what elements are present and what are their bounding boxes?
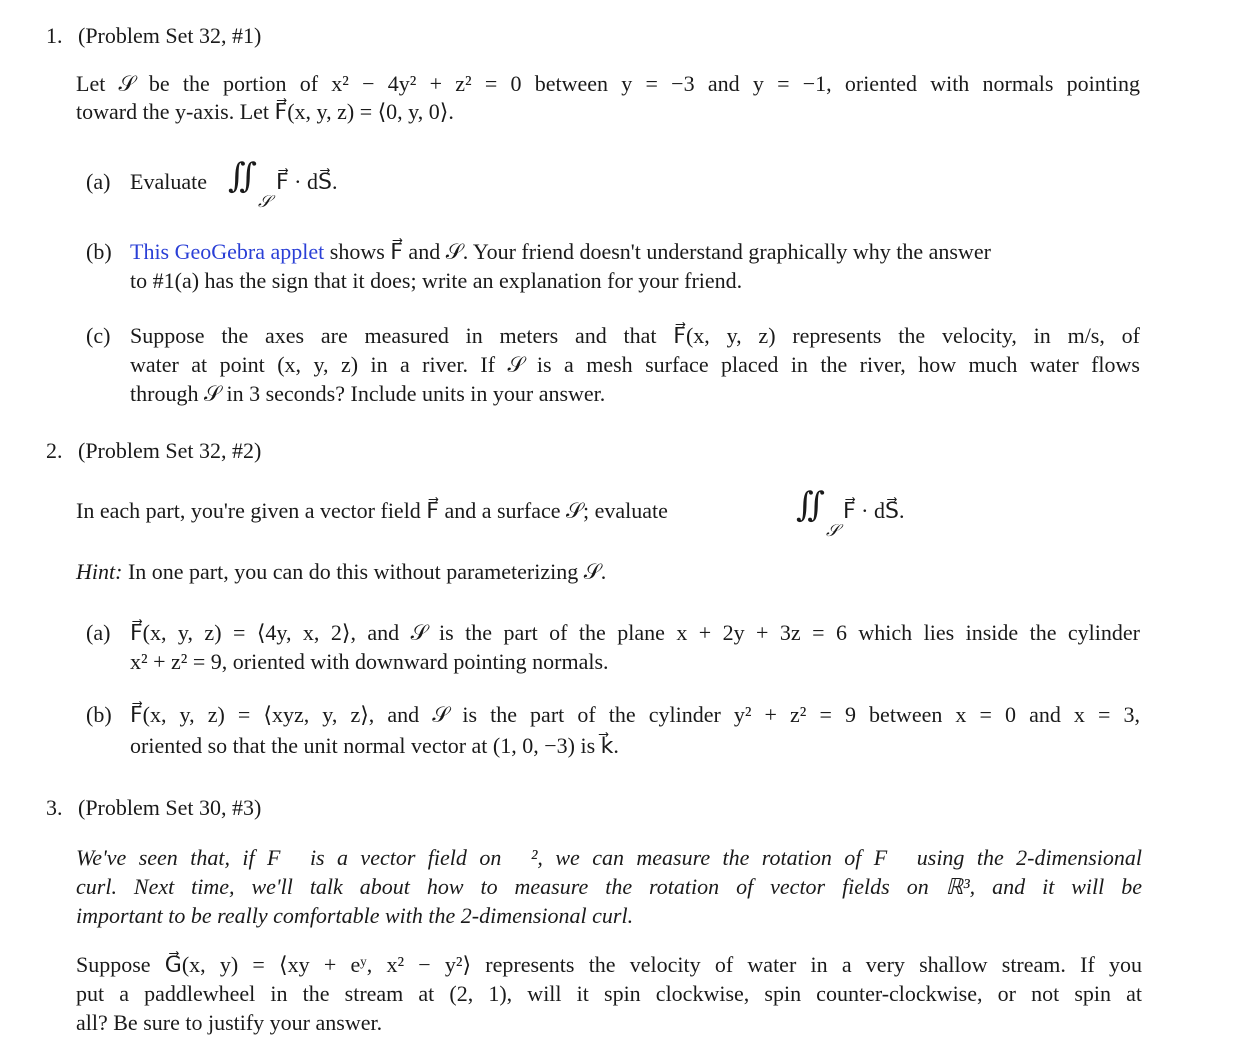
problem-3-body-line2: put a paddlewheel in the stream at (2, 1), will it spin clockwise, spin counter-clockwise, or not spin at [76, 981, 1142, 1006]
problem-2b-line1: F⃗(x, y, z) = ⟨xyz, y, z⟩, and 𝒮 is the part of the cylinder y² + z² = 9 between x = 0 and x = 3, [130, 702, 1140, 727]
problem-3-body-line1: Suppose G⃗(x, y) = ⟨xy + eʸ, x² − y²⟩ represents the velocity of water in a very shallow stream. If you [76, 952, 1142, 977]
problem-3-body-line3: all? Be sure to justify your answer. [76, 1010, 383, 1035]
problem-1b-line1 [130, 238, 991, 266]
problem-3-italic-line3: important to be really comfortable with the 2-dimensional curl. [76, 903, 634, 928]
problem-1c-label: (c) [86, 323, 111, 348]
problem-2b-line2: oriented so that the unit normal vector at (1, 0, −3) is k⃗. [130, 733, 619, 758]
problem-2a-line2: x² + z² = 9, oriented with downward pointing normals. [130, 649, 609, 674]
problem-1-heading: (Problem Set 32, #1) [78, 23, 262, 48]
problem-1a-text: Evaluate [130, 169, 207, 194]
problem-3-italic-line2: curl. Next time, we'll talk about how to measure the rotation of vector fields on ℝ³, and it will be [76, 874, 1142, 899]
problem-3-heading: (Problem Set 30, #3) [78, 795, 262, 820]
problem-1a-label: (a) [86, 169, 111, 194]
problem-1a-integral-subscript: 𝒮 [258, 192, 272, 211]
problem-2a-line1: F⃗(x, y, z) = ⟨4y, x, 2⟩, and 𝒮 is the part of the plane x + 2y + 3z = 6 which lies inside the cylinder [130, 620, 1140, 645]
problem-3-italic-line1: We've seen that, if F⃗ is a vector field on ℝ², we can measure the rotation of F⃗ using the 2-dimensional [76, 845, 1142, 870]
surface-integral-icon-2: ∬ [796, 487, 825, 524]
problem-1b-line1-rest: shows F⃗ and 𝒮. Your friend doesn't understand graphically why the answer [329, 239, 991, 264]
hint-text: In one part, you can do this without parameterizing 𝒮. [127, 559, 607, 584]
problem-1b-label: (b) [86, 239, 112, 264]
problem-2-intro: In each part, you're given a vector field F⃗ and a surface 𝒮; evaluate [76, 498, 668, 523]
problem-2-hint [76, 558, 606, 586]
hint-label: Hint: [76, 559, 123, 584]
problem-2-heading: (Problem Set 32, #2) [78, 438, 262, 463]
geogebra-applet-link[interactable]: This GeoGebra applet [130, 239, 325, 264]
problem-1b-line2: to #1(a) has the sign that it does; write an explanation for your friend. [130, 268, 743, 293]
problem-1c-line2: water at point (x, y, z) in a river. If 𝒮 is a mesh surface placed in the river, how much water flows [130, 352, 1140, 377]
problem-2-number: 2. [46, 438, 63, 463]
problem-1c-line1: Suppose the axes are measured in meters and that F⃗(x, y, z) represents the velocity, in m/s, of [130, 323, 1140, 348]
problem-1-intro-line2: toward the y-axis. Let F⃗(x, y, z) = ⟨0, y, 0⟩. [76, 99, 454, 124]
problem-1a-integrand: F⃗ · dS⃗. [276, 169, 338, 194]
problem-1-intro-line1: Let 𝒮 be the portion of x² − 4y² + z² = 0 between y = −3 and y = −1, oriented with normals pointing [76, 71, 1140, 96]
problem-2b-label: (b) [86, 702, 112, 727]
problem-2-integrand: F⃗ · dS⃗. [843, 498, 905, 523]
problem-2-integral-subscript: 𝒮 [826, 521, 840, 540]
problem-3-number: 3. [46, 795, 63, 820]
surface-integral-icon: ∬ [228, 158, 257, 195]
problem-1c-line3: through 𝒮 in 3 seconds? Include units in your answer. [130, 381, 606, 406]
problem-1-number: 1. [46, 23, 63, 48]
problem-2a-label: (a) [86, 620, 111, 645]
